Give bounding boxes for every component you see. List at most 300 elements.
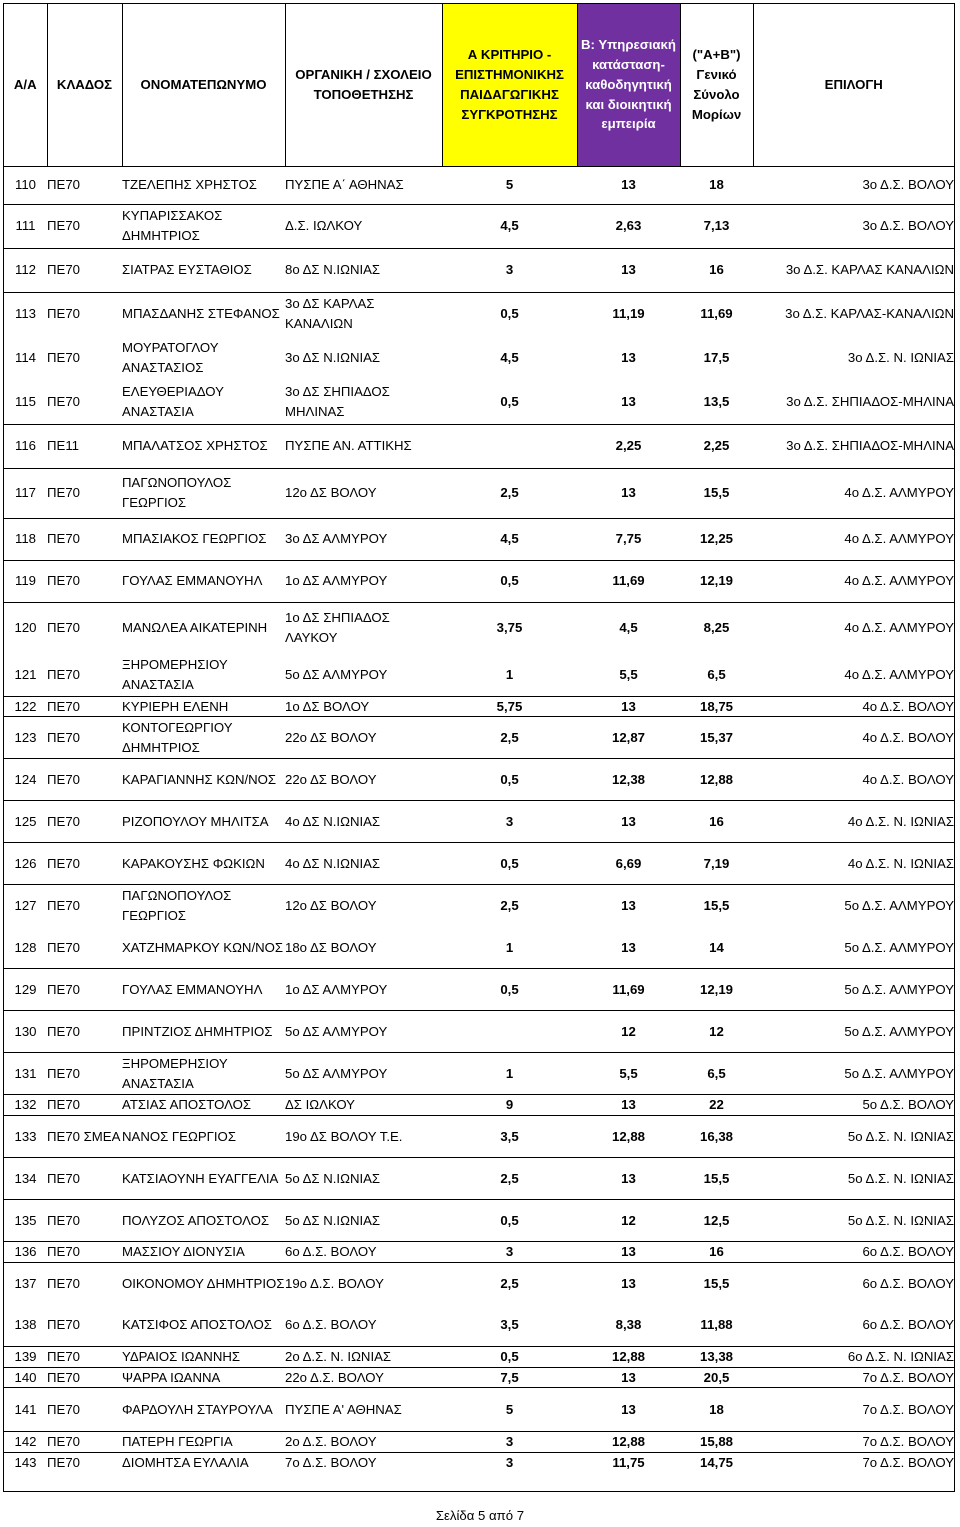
row-criterion-b: 13: [577, 885, 680, 927]
row-name: ΜΑΝΩΛΕΑ ΑΙΚΑΤΕΡΙΝΗ: [122, 602, 285, 654]
row-name: ΚΑΤΣΙΦΟΣ ΑΠΟΣΤΟΛΟΣ: [122, 1317, 272, 1333]
row-name: ΑΤΣΙΑΣ ΑΠΟΣΤΟΛΟΣ: [122, 1095, 285, 1116]
results-table: [4, 4, 954, 1473]
row-criterion-b: 12: [577, 1200, 680, 1242]
table-row: [4, 1346, 954, 1367]
row-criterion-a: 0,5: [442, 759, 577, 801]
table-row: [4, 843, 954, 885]
row-criterion-b: 13: [621, 177, 636, 193]
row-number: 128: [14, 939, 37, 955]
table-row: [4, 885, 954, 927]
row-total: 16: [680, 248, 753, 292]
row-name: ΚΥΡΙΕΡΗ ΕΛΕΝΗ: [122, 696, 285, 717]
row-school: 3ο ΔΣ ΣΗΠΙΑΔΟΣ ΜΗΛΙΝΑΣ: [285, 383, 390, 419]
table-row: [4, 602, 954, 654]
row-school: 6ο Δ.Σ. ΒΟΛΟΥ: [285, 1242, 442, 1263]
row-school: 5ο ΔΣ Ν.ΙΩΝΙΑΣ: [285, 1158, 442, 1200]
row-name: ΚΥΠΑΡΙΣΣΑΚΟΣ ΔΗΜΗΤΡΙΟΣ: [122, 204, 285, 248]
row-choice: 5ο Δ.Σ. Ν. ΙΩΝΙΑΣ: [753, 1200, 954, 1242]
row-school: 22ο ΔΣ ΒΟΛΟΥ: [285, 759, 442, 801]
row-criterion-a: [442, 424, 577, 468]
row-criterion-a: 5,75: [442, 696, 577, 717]
row-total: 15,37: [680, 717, 753, 759]
row-name: ΠΟΛΥΖΟΣ ΑΠΟΣΤΟΛΟΣ: [122, 1200, 285, 1242]
row-total: 6,5: [680, 1053, 753, 1095]
header-row: [4, 4, 954, 166]
table-row: [4, 1304, 954, 1346]
row-school: 1ο ΔΣ ΒΟΛΟΥ: [285, 696, 442, 717]
row-name: ΜΑΣΣΙΟΥ ΔΙΟΝΥΣΙΑ: [122, 1242, 285, 1263]
row-choice: 3ο Δ.Σ. ΣΗΠΙΑΔΟΣ-ΜΗΛΙΝΑ: [786, 393, 954, 409]
row-school: 5ο ΔΣ ΑΛΜΥΡΟΥ: [285, 1011, 442, 1053]
row-total: 16: [680, 801, 753, 843]
row-number: 117: [4, 468, 47, 518]
row-klados: ΠΕ70: [47, 1317, 80, 1333]
row-school: 19ο Δ.Σ. ΒΟΛΟΥ: [285, 1262, 442, 1304]
row-choice: 4ο Δ.Σ. ΑΛΜΥΡΟΥ: [844, 666, 954, 682]
row-number: 122: [4, 696, 47, 717]
row-number: 130: [4, 1011, 47, 1053]
row-number: 132: [4, 1095, 47, 1116]
row-criterion-b: 5,5: [577, 1053, 680, 1095]
row-criterion-a: 0,5: [442, 843, 577, 885]
row-total: 15,5: [680, 885, 753, 927]
row-name: ΜΠΑΣΔΑΝΗΣ ΣΤΕΦΑΝΟΣ: [122, 292, 285, 336]
row-choice: 3ο Δ.Σ. ΒΟΛΟΥ: [862, 177, 954, 193]
row-criterion-a: 0,5: [442, 969, 577, 1011]
row-name: ΜΟΥΡΑΤΟΓΛΟΥ ΑΝΑΣΤΑΣΙΟΣ: [122, 340, 219, 375]
row-klados: ΠΕ70: [47, 1242, 122, 1263]
row-number: 110: [14, 177, 37, 193]
row-school: 12ο ΔΣ ΒΟΛΟΥ: [285, 885, 442, 927]
row-klados: ΠΕ70: [47, 1200, 122, 1242]
table-row: [4, 204, 954, 248]
row-number: 131: [4, 1053, 47, 1095]
row-criterion-b: 11,19: [577, 292, 680, 336]
row-klados: ΠΕ70: [47, 696, 122, 717]
row-name: ΓΟΥΛΑΣ ΕΜΜΑΝΟΥΗΛ: [122, 560, 285, 602]
header-aa: Α/Α: [4, 4, 47, 166]
row-total: 15,5: [680, 1158, 753, 1200]
row-klados: ΠΕ70: [47, 717, 122, 759]
row-criterion-a: 3: [442, 1453, 577, 1473]
row-total: 12,5: [680, 1200, 753, 1242]
row-name: ΚΑΡΑΚΟΥΣΗΣ ΦΩΚΙΩΝ: [122, 843, 285, 885]
row-total: 6,5: [707, 666, 726, 682]
row-criterion-b: 13: [577, 1388, 680, 1432]
table-row: [4, 424, 954, 468]
row-criterion-a: 0,5: [442, 1200, 577, 1242]
row-choice: 6ο Δ.Σ. ΒΟΛΟΥ: [753, 1262, 954, 1304]
row-criterion-b: 13: [577, 801, 680, 843]
row-total: 16,38: [680, 1116, 753, 1158]
row-school: 2ο Δ.Σ. Ν. ΙΩΝΙΑΣ: [285, 1346, 442, 1367]
row-klados: ΠΕ11: [47, 424, 122, 468]
row-number: 125: [4, 801, 47, 843]
table-row: [4, 336, 954, 380]
table-row: [4, 1011, 954, 1053]
row-number: 134: [4, 1158, 47, 1200]
row-choice: 4ο Δ.Σ. Ν. ΙΩΝΙΑΣ: [753, 843, 954, 885]
row-school: 2ο Δ.Σ. ΒΟΛΟΥ: [285, 1432, 442, 1453]
row-criterion-a: 3: [442, 248, 577, 292]
row-number: 113: [4, 292, 47, 336]
row-criterion-a: 0,5: [500, 393, 519, 409]
row-criterion-a: 2,5: [442, 717, 577, 759]
row-choice: 7ο Δ.Σ. ΒΟΛΟΥ: [753, 1388, 954, 1432]
row-school: Δ.Σ. ΙΩΛΚΟΥ: [285, 204, 442, 248]
row-choice: 7ο Δ.Σ. ΒΟΛΟΥ: [753, 1453, 954, 1473]
row-criterion-a: 1: [505, 939, 514, 955]
row-criterion-b: 7,75: [577, 518, 680, 560]
row-total: 12,19: [680, 969, 753, 1011]
row-choice: 5ο Δ.Σ. Ν. ΙΩΝΙΑΣ: [753, 1158, 954, 1200]
row-klados: ΠΕ70: [47, 1432, 122, 1453]
row-criterion-b: 11,69: [577, 560, 680, 602]
table-row: [4, 969, 954, 1011]
row-total: 2,25: [680, 424, 753, 468]
row-number: 118: [4, 518, 47, 560]
header-school: ΟΡΓΑΝΙΚΗ / ΣΧΟΛΕΙΟ ΤΟΠΟΘΕΤΗΣΗΣ: [285, 4, 442, 166]
table-row: [4, 654, 954, 696]
row-criterion-a: 0,5: [442, 560, 577, 602]
row-name: ΚΟΝΤΟΓΕΩΡΓΙΟΥ ΔΗΜΗΤΡΙΟΣ: [122, 717, 285, 759]
row-criterion-b: 13: [621, 939, 636, 955]
row-number: 120: [4, 602, 47, 654]
row-klados: ΠΕ70: [47, 939, 80, 955]
row-criterion-a: 4,5: [500, 350, 519, 366]
row-klados: ΠΕ70: [47, 1011, 122, 1053]
row-total: 12,25: [680, 518, 753, 560]
row-number: 119: [4, 560, 47, 602]
row-criterion-a: 3,75: [442, 602, 577, 654]
row-criterion-b: 12,88: [577, 1116, 680, 1158]
row-name: ΓΟΥΛΑΣ ΕΜΜΑΝΟΥΗΛ: [122, 969, 285, 1011]
row-criterion-b: 11,69: [577, 969, 680, 1011]
row-klados: ΠΕ70: [47, 468, 122, 518]
row-school: 5ο ΔΣ ΑΛΜΥΡΟΥ: [285, 666, 388, 682]
row-number: 133: [4, 1116, 47, 1158]
row-choice: 5ο Δ.Σ. Ν. ΙΩΝΙΑΣ: [753, 1116, 954, 1158]
table-row: [4, 717, 954, 759]
row-criterion-b: 11,75: [577, 1453, 680, 1473]
row-klados: ΠΕ70: [47, 602, 122, 654]
row-criterion-a: 2,5: [442, 885, 577, 927]
row-criterion-a: 2,5: [442, 1158, 577, 1200]
table-row: [4, 1242, 954, 1263]
row-klados: ΠΕ70: [47, 560, 122, 602]
table-row: [4, 1367, 954, 1388]
row-school: 1ο ΔΣ ΑΛΜΥΡΟΥ: [285, 560, 442, 602]
row-number: 136: [4, 1242, 47, 1263]
row-klados: ΠΕ70: [47, 1453, 122, 1473]
row-criterion-a: 9: [442, 1095, 577, 1116]
row-criterion-a: 2,5: [442, 468, 577, 518]
row-choice: 5ο Δ.Σ. ΒΟΛΟΥ: [753, 1095, 954, 1116]
row-name: ΥΔΡΑΙΟΣ ΙΩΑΝΝΗΣ: [122, 1346, 285, 1367]
table-row: [4, 380, 954, 424]
row-choice: 7ο Δ.Σ. ΒΟΛΟΥ: [753, 1432, 954, 1453]
row-choice: 5ο Δ.Σ. ΑΛΜΥΡΟΥ: [753, 1011, 954, 1053]
row-klados: ΠΕ70: [47, 1262, 122, 1304]
row-choice: 3ο Δ.Σ. ΚΑΡΛΑΣ-ΚΑΝΑΛΙΩΝ: [753, 292, 954, 336]
row-criterion-b: 13: [577, 468, 680, 518]
table-row: [4, 927, 954, 969]
row-choice: 5ο Δ.Σ. ΑΛΜΥΡΟΥ: [753, 885, 954, 927]
row-criterion-a: 4,5: [442, 518, 577, 560]
row-choice: 5ο Δ.Σ. ΑΛΜΥΡΟΥ: [753, 969, 954, 1011]
row-total: 15,88: [680, 1432, 753, 1453]
row-total: 14: [709, 939, 724, 955]
row-total: 16: [680, 1242, 753, 1263]
row-klados: ΠΕ70: [47, 1095, 122, 1116]
row-name: ΞΗΡΟΜΕΡΗΣΙΟΥ ΑΝΑΣΤΑΣΙΑ: [122, 1053, 285, 1095]
row-name: ΤΖΕΛΕΠΗΣ ΧΡΗΣΤΟΣ: [122, 177, 257, 193]
row-criterion-b: 12,88: [577, 1346, 680, 1367]
table-row: [4, 759, 954, 801]
table-row: [4, 1262, 954, 1304]
table-row: [4, 1432, 954, 1453]
header-choice: ΕΠΙΛΟΓΗ: [753, 4, 954, 166]
row-criterion-a: [442, 1011, 577, 1053]
row-criterion-a: 7,5: [442, 1367, 577, 1388]
row-criterion-a: 5: [505, 177, 514, 193]
row-school: ΠΥΣΠΕ ΑΝ. ΑΤΤΙΚΗΣ: [285, 424, 442, 468]
row-number: 141: [4, 1388, 47, 1432]
row-klados: ΠΕ70: [47, 1346, 122, 1367]
table-row: [4, 1116, 954, 1158]
table-row: [4, 560, 954, 602]
row-name: ΧΑΤΖΗΜΑΡΚΟΥ ΚΩΝ/ΝΟΣ: [122, 939, 284, 955]
table-row: [4, 166, 954, 204]
row-number: 142: [4, 1432, 47, 1453]
row-total: 12,88: [680, 759, 753, 801]
row-number: 116: [4, 424, 47, 468]
row-school: 3ο ΔΣ Ν.ΙΩΝΙΑΣ: [285, 350, 381, 366]
row-criterion-a: 3: [442, 1242, 577, 1263]
row-criterion-a: 1: [442, 1053, 577, 1095]
row-number: 124: [4, 759, 47, 801]
row-choice: 3ο Δ.Σ. ΚΑΡΛΑΣ ΚΑΝΑΛΙΩΝ: [753, 248, 954, 292]
row-criterion-a: 3: [442, 801, 577, 843]
row-criterion-b: 2,63: [577, 204, 680, 248]
table-row: [4, 248, 954, 292]
row-total: 7,13: [680, 204, 753, 248]
table-body: [4, 166, 954, 1473]
row-number: 140: [4, 1367, 47, 1388]
row-number: 143: [4, 1453, 47, 1473]
header-criterion-a: Α ΚΡΙΤΗΡΙΟ - ΕΠΙΣΤΗΜΟΝΙΚΗΣ ΠΑΙΔΑΓΩΓΙΚΗΣ ΣΥΓΚΡΟΤΗΣΗΣ: [442, 4, 577, 166]
results-sheet: [3, 3, 955, 1492]
row-number: 137: [4, 1262, 47, 1304]
row-choice: 4ο Δ.Σ. ΒΟΛΟΥ: [753, 696, 954, 717]
row-school: 1ο ΔΣ ΑΛΜΥΡΟΥ: [285, 969, 442, 1011]
row-total: 15,5: [680, 1262, 753, 1304]
row-total: 7,19: [680, 843, 753, 885]
row-criterion-b: 5,5: [619, 666, 638, 682]
row-number: 112: [4, 248, 47, 292]
row-total: 13,5: [703, 393, 730, 409]
row-school: ΠΥΣΠΕ Α΄ ΑΘΗΝΑΣ: [285, 177, 404, 193]
row-name: ΠΑΤΕΡΗ ΓΕΩΡΓΙΑ: [122, 1432, 285, 1453]
row-school: 5ο ΔΣ Ν.ΙΩΝΙΑΣ: [285, 1200, 442, 1242]
table-row: [4, 292, 954, 336]
row-klados: ΠΕ70: [47, 1388, 122, 1432]
row-number: 127: [4, 885, 47, 927]
row-school: 7ο Δ.Σ. ΒΟΛΟΥ: [285, 1453, 442, 1473]
row-criterion-b: 13: [621, 393, 636, 409]
row-choice: 3ο Δ.Σ. ΣΗΠΙΑΔΟΣ-ΜΗΛΙΝΑ: [753, 424, 954, 468]
row-choice: 4ο Δ.Σ. Ν. ΙΩΝΙΑΣ: [753, 801, 954, 843]
row-criterion-b: 13: [621, 350, 636, 366]
row-klados: ΠΕ70: [47, 204, 122, 248]
row-school: 3ο ΔΣ ΑΛΜΥΡΟΥ: [285, 518, 442, 560]
row-name: ΠΑΓΩΝΟΠΟΥΛΟΣ ΓΕΩΡΓΙΟΣ: [122, 468, 285, 518]
row-name: ΠΑΓΩΝΟΠΟΥΛΟΣ ΓΕΩΡΓΙΟΣ: [122, 885, 285, 927]
row-criterion-b: 12: [577, 1011, 680, 1053]
row-total: 11,88: [700, 1317, 733, 1333]
row-klados: ΠΕ70: [47, 801, 122, 843]
row-klados: ΠΕ70: [47, 518, 122, 560]
row-choice: 7ο Δ.Σ. ΒΟΛΟΥ: [753, 1367, 954, 1388]
row-number: 129: [4, 969, 47, 1011]
table-row: [4, 801, 954, 843]
row-criterion-a: 3,5: [500, 1317, 519, 1333]
row-number: 121: [14, 666, 37, 682]
row-criterion-b: 12,88: [577, 1432, 680, 1453]
row-klados: ΠΕ70 ΣΜΕΑ: [47, 1116, 122, 1158]
row-number: 111: [4, 204, 47, 248]
row-criterion-b: 13: [577, 1367, 680, 1388]
row-choice: 4ο Δ.Σ. ΒΟΛΟΥ: [753, 717, 954, 759]
row-school: 6ο Δ.Σ. ΒΟΛΟΥ: [285, 1317, 377, 1333]
row-number: 123: [4, 717, 47, 759]
row-choice: 4ο Δ.Σ. ΒΟΛΟΥ: [753, 759, 954, 801]
table-row: [4, 518, 954, 560]
row-school: 3ο ΔΣ ΚΑΡΛΑΣ ΚΑΝΑΛΙΩΝ: [285, 292, 442, 336]
header-name: ΟΝΟΜΑΤΕΠΩΝΥΜΟ: [122, 4, 285, 166]
row-number: 114: [14, 350, 37, 366]
table-row: [4, 1453, 954, 1473]
row-number: 126: [4, 843, 47, 885]
row-total: 17,5: [703, 350, 730, 366]
row-name: ΔΙΟΜΗΤΣΑ ΕΥΛΑΛΙΑ: [122, 1453, 285, 1473]
row-number: 135: [4, 1200, 47, 1242]
row-name: ΦΑΡΔΟΥΛΗ ΣΤΑΥΡΟΥΛΑ: [122, 1388, 285, 1432]
row-school: 4ο ΔΣ Ν.ΙΩΝΙΑΣ: [285, 843, 442, 885]
page-footer: Σελίδα 5 από 7: [435, 1508, 525, 1523]
table-row: [4, 1158, 954, 1200]
row-klados: ΠΕ70: [47, 1158, 122, 1200]
row-choice: 3ο Δ.Σ. ΒΟΛΟΥ: [753, 204, 954, 248]
row-choice: 3ο Δ.Σ. Ν. ΙΩΝΙΑΣ: [847, 350, 954, 366]
row-klados: ΠΕ70: [47, 885, 122, 927]
row-name: ΠΡΙΝΤΖΙΟΣ ΔΗΜΗΤΡΙΟΣ: [122, 1011, 285, 1053]
row-name: ΚΑΡΑΓΙΑΝΝΗΣ ΚΩΝ/ΝΟΣ: [122, 759, 285, 801]
row-total: 18: [680, 1388, 753, 1432]
row-klados: ΠΕ70: [47, 1367, 122, 1388]
row-criterion-b: 4,5: [577, 602, 680, 654]
row-criterion-b: 13: [577, 1242, 680, 1263]
row-total: 20,5: [680, 1367, 753, 1388]
row-school: 12ο ΔΣ ΒΟΛΟΥ: [285, 468, 442, 518]
row-total: 14,75: [680, 1453, 753, 1473]
row-choice: 4ο Δ.Σ. ΑΛΜΥΡΟΥ: [753, 560, 954, 602]
row-name: ΟΙΚΟΝΟΜΟΥ ΔΗΜΗΤΡΙΟΣ: [122, 1262, 285, 1304]
row-klados: ΠΕ70: [47, 248, 122, 292]
row-school: 18ο ΔΣ ΒΟΛΟΥ: [285, 939, 377, 955]
row-criterion-a: 3: [442, 1432, 577, 1453]
row-total: 18: [709, 177, 724, 193]
row-criterion-a: 0,5: [442, 292, 577, 336]
row-criterion-a: 0,5: [442, 1346, 577, 1367]
row-total: 11,69: [680, 292, 753, 336]
row-criterion-a: 2,5: [442, 1262, 577, 1304]
row-criterion-b: 12,87: [577, 717, 680, 759]
row-school: ΠΥΣΠΕ Α' ΑΘΗΝΑΣ: [285, 1388, 442, 1432]
row-choice: 6ο Δ.Σ. Ν. ΙΩΝΙΑΣ: [753, 1346, 954, 1367]
row-name: ΡΙΖΟΠΟΥΛΟΥ ΜΗΛΙΤΣΑ: [122, 801, 285, 843]
row-criterion-b: 13: [577, 1158, 680, 1200]
row-klados: ΠΕ70: [47, 843, 122, 885]
row-criterion-a: 5: [442, 1388, 577, 1432]
row-school: 5ο ΔΣ ΑΛΜΥΡΟΥ: [285, 1053, 442, 1095]
row-number: 139: [4, 1346, 47, 1367]
row-school: 19ο ΔΣ ΒΟΛΟΥ Τ.Ε.: [285, 1116, 442, 1158]
row-school: 4ο ΔΣ Ν.ΙΩΝΙΑΣ: [285, 801, 442, 843]
row-total: 8,25: [680, 602, 753, 654]
row-choice: 4ο Δ.Σ. ΑΛΜΥΡΟΥ: [753, 518, 954, 560]
row-number: 138: [14, 1317, 37, 1333]
row-criterion-b: 13: [577, 248, 680, 292]
row-klados: ΠΕ70: [47, 393, 80, 409]
row-choice: 4ο Δ.Σ. ΑΛΜΥΡΟΥ: [753, 468, 954, 518]
row-name: ΝΑΝΟΣ ΓΕΩΡΓΙΟΣ: [122, 1116, 285, 1158]
table-row: [4, 1200, 954, 1242]
row-total: 12: [680, 1011, 753, 1053]
row-choice: 5ο Δ.Σ. ΑΛΜΥΡΟΥ: [844, 939, 954, 955]
header-criterion-b: Β: Υπηρεσιακή κατάσταση- καθοδηγητική και διοικητική εμπειρία: [577, 4, 680, 166]
row-criterion-b: 2,25: [577, 424, 680, 468]
row-klados: ΠΕ70: [47, 350, 80, 366]
row-name: ΜΠΑΣΙΑΚΟΣ ΓΕΩΡΓΙΟΣ: [122, 518, 285, 560]
header-klados: ΚΛΑΔΟΣ: [47, 4, 122, 166]
row-school: 8ο ΔΣ Ν.ΙΩΝΙΑΣ: [285, 248, 442, 292]
row-school: 22ο Δ.Σ. ΒΟΛΟΥ: [285, 1367, 442, 1388]
header-total: ("Α+Β") Γενικό Σύνολο Μορίων: [680, 4, 753, 166]
row-total: 13,38: [680, 1346, 753, 1367]
row-choice: 6ο Δ.Σ. ΒΟΛΟΥ: [753, 1242, 954, 1263]
row-school: 22ο ΔΣ ΒΟΛΟΥ: [285, 717, 442, 759]
row-name: ΚΑΤΣΙΑΟΥΝΗ ΕΥΑΓΓΕΛΙΑ: [122, 1158, 285, 1200]
row-school: 1ο ΔΣ ΣΗΠΙΑΔΟΣ ΛΑΥΚΟΥ: [285, 602, 442, 654]
row-criterion-b: 13: [577, 1095, 680, 1116]
table-row: [4, 1053, 954, 1095]
row-criterion-a: 3,5: [442, 1116, 577, 1158]
row-school: ΔΣ ΙΩΛΚΟΥ: [285, 1095, 442, 1116]
row-number: 115: [14, 393, 37, 409]
row-total: 18,75: [680, 696, 753, 717]
row-criterion-b: 12,38: [577, 759, 680, 801]
row-klados: ΠΕ70: [47, 666, 80, 682]
table-row: [4, 696, 954, 717]
row-total: 12,19: [680, 560, 753, 602]
row-name: ΣΙΑΤΡΑΣ ΕΥΣΤΑΘΙΟΣ: [122, 248, 285, 292]
row-total: 22: [680, 1095, 753, 1116]
row-criterion-a: 4,5: [442, 204, 577, 248]
row-klados: ΠΕ70: [47, 292, 122, 336]
row-name: ΨΑΡΡΑ ΙΩΑΝΝΑ: [122, 1367, 285, 1388]
